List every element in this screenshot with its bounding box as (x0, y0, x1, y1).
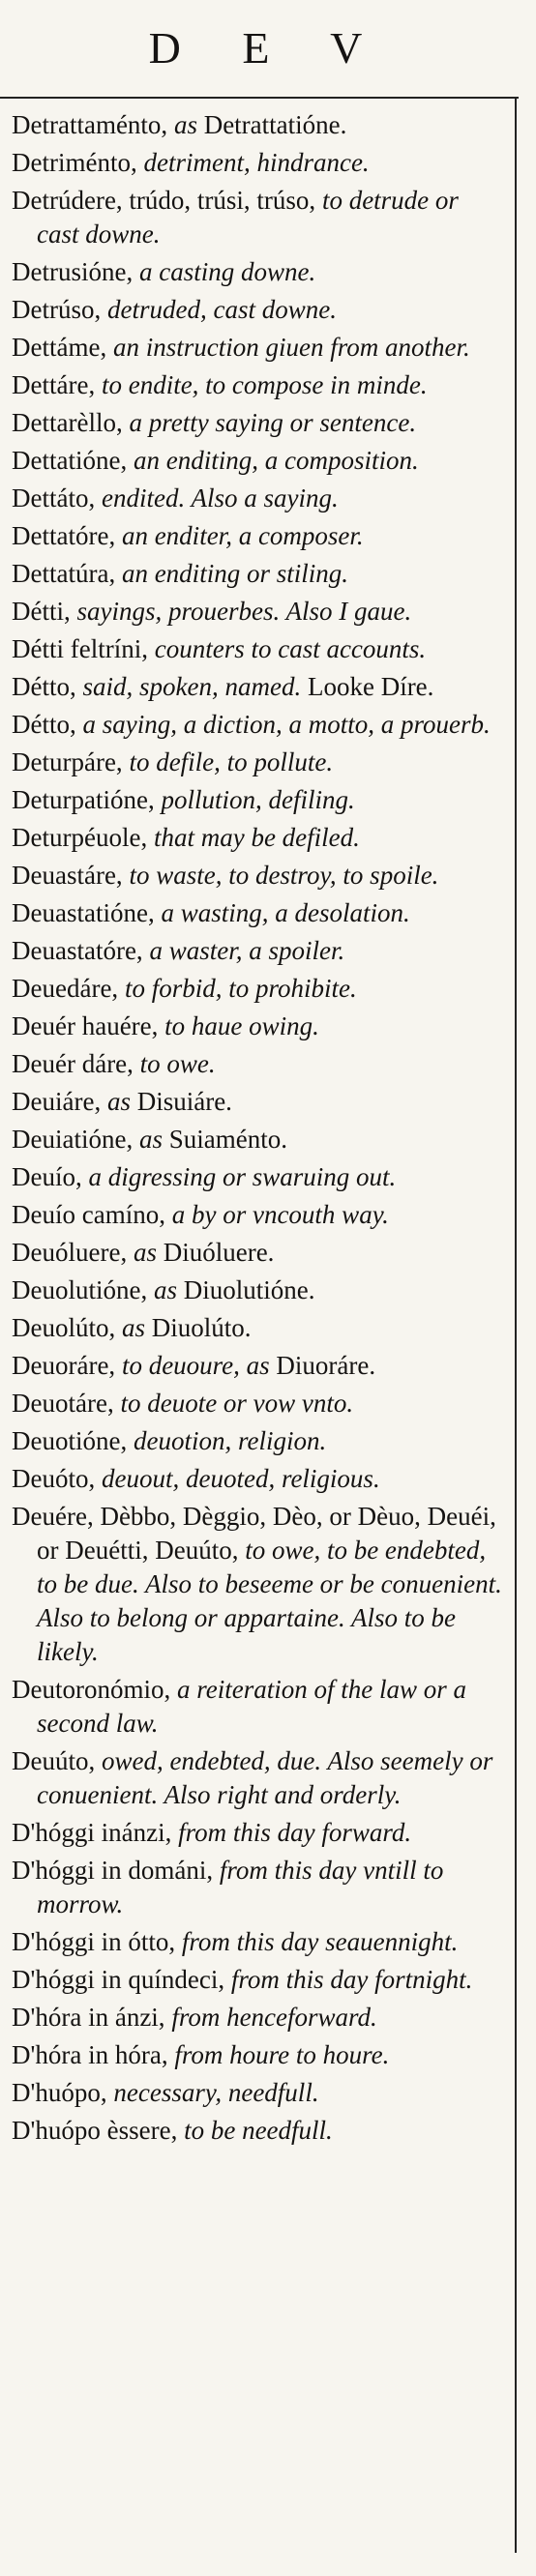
entry-headword: Deuastáre, (12, 861, 123, 890)
dictionary-entry (12, 255, 503, 289)
entry-headword: Détto, (12, 672, 76, 701)
entry-definition: necessary, needfull. (106, 2078, 319, 2107)
entry-headword: Deuúto, (12, 1746, 96, 1775)
dictionary-entry (12, 1462, 503, 1496)
dictionary-entry (12, 1963, 503, 1997)
entry-headword: Detriménto, (12, 148, 137, 177)
entry-definition: a saying, a diction, a motto, a prouerb. (75, 710, 491, 739)
entry-headword: Detrúso, (12, 295, 102, 324)
dictionary-entry (12, 184, 503, 251)
running-head: D E V (148, 23, 388, 73)
entry-definition: a wasting, a desolation. (154, 898, 410, 927)
entry-cross-reference: Disuiáre. (136, 1087, 232, 1116)
dictionary-entry (12, 2114, 503, 2148)
entry-headword: D'hóra in ánzi, (12, 2003, 165, 2032)
dictionary-entry (12, 1010, 503, 1043)
dictionary-entry (12, 2076, 503, 2110)
entry-headword: Deuóto, (12, 1464, 96, 1493)
entry-headword: Deuér hauére, (12, 1011, 159, 1040)
entry-definition: sayings, prouerbes. Also I gaue. (70, 597, 412, 626)
entry-headword: Deuóluere, (12, 1238, 128, 1267)
entry-definition: as (133, 1125, 169, 1154)
entry-headword: Detrattaménto, (12, 110, 168, 139)
entry-headword: Deuolúto, (12, 1313, 116, 1342)
entry-definition: deuotion, religion. (127, 1426, 327, 1455)
entry-definition: to waste, to destroy, to spoile. (122, 861, 439, 890)
entry-definition: to be needfull. (177, 2116, 333, 2145)
dictionary-entry (12, 1816, 503, 1850)
entry-headword: Deuolutióne, (12, 1275, 148, 1304)
entry-headword: Dettáme, (12, 333, 107, 362)
dictionary-entry (12, 1236, 503, 1270)
entry-headword: Détto, (12, 710, 76, 739)
entry-headword: Deuío camíno, (12, 1200, 165, 1229)
dictionary-entry (12, 1160, 503, 1194)
dictionary-entry (12, 2001, 503, 2034)
dictionary-entry (12, 1925, 503, 1959)
entry-definition: to owe, to be endebted, to be due. Also to beseeme or be conuenient. Also to belong or appartaine. Also to be likely. (37, 1536, 502, 1666)
entry-definition: said, spoken, named. (75, 672, 308, 701)
entry-cross-reference: Looke Díre. (307, 672, 434, 701)
dictionary-entry (12, 1123, 503, 1156)
entry-headword: Dettatióne, (12, 446, 128, 475)
entry-definition: an enditing or stiling. (115, 559, 348, 588)
entry-definition: an enditing, a composition. (127, 446, 419, 475)
dictionary-entry (12, 632, 503, 666)
entry-definition: owed, endebted, due. Also seemely or conuenient. Also right and orderly. (37, 1746, 493, 1809)
dictionary-entry (12, 406, 503, 440)
dictionary-entry (12, 859, 503, 893)
entry-definition: detruded, cast downe. (101, 295, 337, 324)
entry-headword: Dettatóre, (12, 521, 116, 550)
dictionary-entry (12, 1273, 503, 1307)
entry-definition: to deuote or vow vnto. (113, 1389, 354, 1418)
entry-headword: D'hóggi in quíndeci, (12, 1965, 225, 1994)
entry-headword: Deuedáre, (12, 974, 119, 1003)
entry-definition: to forbid, to prohibite. (118, 974, 357, 1003)
dictionary-entry (12, 368, 503, 402)
entry-headword: Dettáre, (12, 370, 96, 399)
entry-cross-reference: Diuolúto. (151, 1313, 252, 1342)
entry-definition: to haue owing. (158, 1011, 319, 1040)
entry-definition: an enditer, a composer. (115, 521, 364, 550)
dictionary-entry (12, 783, 503, 817)
entry-headword: Deutoronómio, (12, 1675, 171, 1704)
entry-headword: Deuoráre, (12, 1351, 116, 1380)
entry-cross-reference: Diuóluere. (163, 1238, 275, 1267)
entry-headword: Detrúdere, trúdo, trúsi, trúso, (12, 186, 316, 215)
dictionary-entry (12, 331, 503, 365)
entry-definition: endited. Also a saying. (95, 483, 339, 512)
dictionary-entry (12, 444, 503, 478)
dictionary-entry (12, 482, 503, 515)
dictionary-entry (12, 708, 503, 742)
entry-headword: Deturpéuole, (12, 823, 148, 852)
entry-definition: as (147, 1275, 184, 1304)
dictionary-entry (12, 972, 503, 1006)
entry-headword: D'hóggi inánzi, (12, 1818, 172, 1847)
entry-headword: Deturpatióne, (12, 785, 155, 814)
entry-cross-reference: Suiaménto. (168, 1125, 287, 1154)
entry-headword: D'hóggi in ótto, (12, 1927, 176, 1956)
entry-definition: to defile, to pollute. (122, 747, 334, 776)
entry-definition: that may be defiled. (147, 823, 360, 852)
dictionary-entry (12, 1349, 503, 1383)
entry-definition: from this day forward. (171, 1818, 412, 1847)
dictionary-column (12, 108, 503, 2152)
entry-definition: as (127, 1238, 164, 1267)
entry-cross-reference: Detrattatióne. (203, 110, 347, 139)
dictionary-entry (12, 519, 503, 553)
dictionary-entry (12, 1500, 503, 1669)
top-rule (0, 97, 519, 99)
entry-definition: a pretty saying or sentence. (122, 408, 417, 437)
entry-definition: to detrude or cast downe. (37, 186, 459, 249)
entry-cross-reference: Diuolutióne. (183, 1275, 315, 1304)
entry-definition: from this day vntill to morrow. (37, 1856, 444, 1918)
dictionary-entry (12, 1424, 503, 1458)
entry-definition: to endite, to compose in minde. (95, 370, 428, 399)
dictionary-entry (12, 746, 503, 779)
entry-definition: as (101, 1087, 137, 1116)
dictionary-entry (12, 146, 503, 180)
entry-definition: to owe. (133, 1049, 216, 1078)
entry-cross-reference: Diuoráre. (276, 1351, 376, 1380)
entry-headword: D'hóggi in dománi, (12, 1856, 214, 1885)
entry-definition: a casting downe. (133, 257, 316, 286)
dictionary-entry (12, 2038, 503, 2072)
entry-definition: from houre to houre. (167, 2040, 390, 2069)
entry-definition: deuout, deuoted, religious. (95, 1464, 380, 1493)
entry-headword: Deuére, Dèbbo, Dèggio, Dèo, or Dèuo, Deuéi, or Deuétti, Deuúto, (12, 1502, 496, 1565)
entry-definition: as (167, 110, 204, 139)
entry-headword: Dettatúra, (12, 559, 116, 588)
dictionary-entry (12, 1085, 503, 1119)
dictionary-entry (12, 1387, 503, 1420)
entry-headword: Deuiáre, (12, 1087, 102, 1116)
entry-definition: from this day fortnight. (224, 1965, 473, 1994)
entry-headword: Deuío, (12, 1162, 82, 1191)
entry-headword: Detrusióne, (12, 257, 134, 286)
dictionary-entry (12, 1198, 503, 1232)
dictionary-entry (12, 934, 503, 968)
entry-headword: Deuotáre, (12, 1389, 114, 1418)
entry-headword: Deuastatióne, (12, 898, 155, 927)
entry-definition: pollution, defiling. (154, 785, 355, 814)
entry-headword: D'huópo, (12, 2078, 107, 2107)
entry-headword: D'hóra in hóra, (12, 2040, 168, 2069)
dictionary-entry (12, 293, 503, 327)
entry-headword: Deuotióne, (12, 1426, 128, 1455)
dictionary-entry (12, 1744, 503, 1812)
entry-definition: an instruction giuen from another. (106, 333, 470, 362)
entry-headword: Deuér dáre, (12, 1049, 134, 1078)
entry-definition: to deuoure, as (115, 1351, 277, 1380)
entry-headword: Deuiatióne, (12, 1125, 134, 1154)
entry-headword: Détti, (12, 597, 71, 626)
dictionary-entry (12, 1047, 503, 1081)
entry-headword: Deturpáre, (12, 747, 123, 776)
entry-definition: a reiteration of the law or a second law. (37, 1675, 466, 1738)
entry-definition: as (115, 1313, 152, 1342)
dictionary-entry (12, 1854, 503, 1921)
dictionary-entry (12, 670, 503, 704)
entry-headword: Deuastatóre, (12, 936, 143, 965)
entry-definition: a digressing or swaruing out. (81, 1162, 397, 1191)
entry-definition: counters to cast accounts. (147, 634, 427, 663)
column-rule (515, 97, 517, 2553)
entry-definition: from henceforward. (164, 2003, 377, 2032)
dictionary-entry (12, 821, 503, 855)
dictionary-entry (12, 595, 503, 629)
entry-headword: Détti feltríni, (12, 634, 148, 663)
entry-headword: Dettarèllo, (12, 408, 123, 437)
dictionary-entry (12, 557, 503, 591)
dictionary-entry (12, 896, 503, 930)
entry-headword: D'huópo èssere, (12, 2116, 178, 2145)
dictionary-entry (12, 108, 503, 142)
entry-definition: a waster, a spoiler. (142, 936, 345, 965)
entry-definition: a by or vncouth way. (164, 1200, 389, 1229)
entry-definition: from this day seauennight. (175, 1927, 459, 1956)
entry-headword: Dettáto, (12, 483, 96, 512)
dictionary-entry (12, 1673, 503, 1741)
dictionary-entry (12, 1311, 503, 1345)
entry-definition: detriment, hindrance. (136, 148, 370, 177)
